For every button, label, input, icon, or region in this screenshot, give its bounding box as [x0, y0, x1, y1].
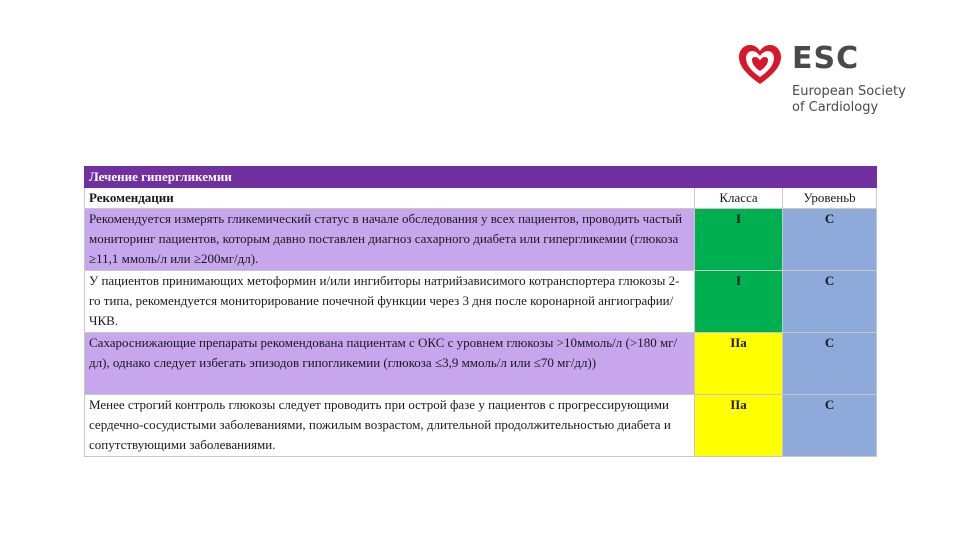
recommendations-table: [84, 166, 877, 457]
table-title-row: [85, 167, 877, 188]
header-class: Классa: [695, 188, 783, 209]
logo-subtitle-line2: of Cardiology: [792, 100, 879, 115]
class-badge: I: [695, 271, 783, 333]
table-row: [85, 271, 877, 333]
table-header-row: [85, 188, 877, 209]
logo-subtitle-line1: European Society: [792, 84, 906, 99]
level-badge: C: [783, 209, 877, 271]
class-badge: I: [695, 209, 783, 271]
recommendation-text: Менее строгий контроль глюкозы следует проводить при острой фазе у пациентов с прогрессирующими сердечно-сосудистыми заболеваниями, пожилым возрастом, длительной продолжительностью диабета и сопутствующими заболеваниями.: [85, 395, 695, 457]
recommendation-text: Сахароснижающие препараты рекомендована пациентам с ОКС с уровнем глюкозы >10ммоль/л (>180 мг/дл), однако следует избегать эпизодов гипогликемии (глюкоза ≤3,9 ммоль/л или ≤70 мг/дл)): [85, 333, 695, 395]
recommendation-text: У пациентов принимающих метоформин и/или ингибиторы натрийзависимого котранспортера глюкозы 2-го типа, рекомендуется мониторирование почечной функции через 3 дня после коронарной ангиографии/ЧКВ.: [85, 271, 695, 333]
logo-name: ESC: [792, 41, 860, 76]
logo-subtitle: [792, 84, 906, 116]
class-badge: IIa: [695, 333, 783, 395]
table-title: Лечение гипергликемии: [85, 167, 877, 188]
esc-logo: [736, 40, 916, 120]
header-recommendations: Рекомендации: [85, 188, 695, 209]
recommendation-text: Рекомендуется измерять гликемический статус в начале обследования у всех пациентов, проводить частый мониторинг пациентов, которым давно поставлен диагноз сахарного диабета или гипергликемии (глюкоза ≥11,1 ммоль/л или ≥200мг/дл).: [85, 209, 695, 271]
header-level: Уровеньb: [783, 188, 877, 209]
level-badge: C: [783, 395, 877, 457]
class-badge: IIa: [695, 395, 783, 457]
table-row: [85, 333, 877, 395]
table-row: [85, 209, 877, 271]
level-badge: C: [783, 333, 877, 395]
heart-logo-icon: [736, 42, 784, 88]
table-row: [85, 395, 877, 457]
level-badge: C: [783, 271, 877, 333]
